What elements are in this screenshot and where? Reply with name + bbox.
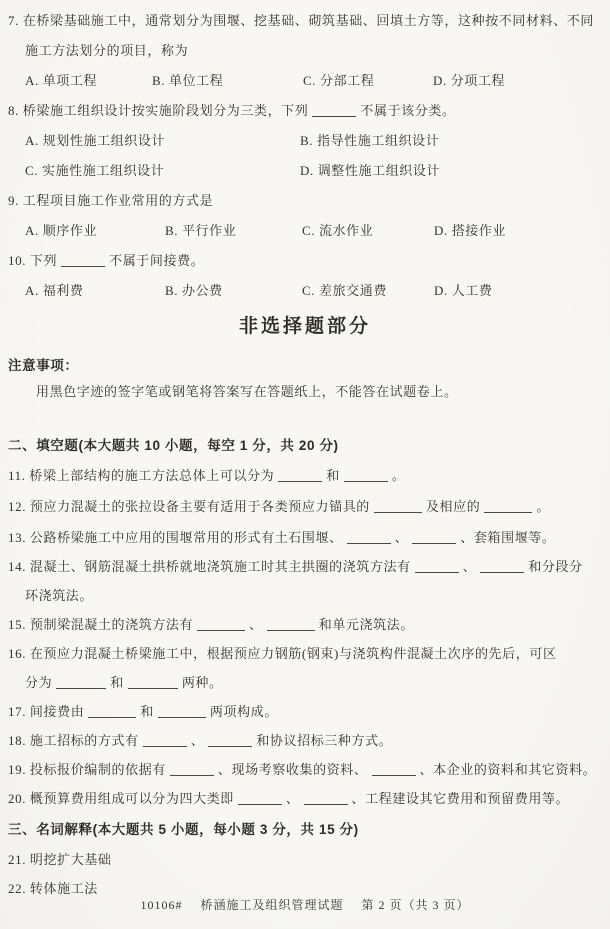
option-b: B. 单位工程 bbox=[152, 73, 224, 88]
question-14 bbox=[8, 552, 602, 610]
question-10-pre: 10. 下列 bbox=[8, 253, 58, 268]
notice-body: 用黑色字迹的签字笔或钢笔将答案写在答题纸上，不能答在试题卷上。 bbox=[36, 384, 458, 399]
question-22: 22. 转体施工法 bbox=[8, 881, 98, 896]
question-16-line2 bbox=[8, 668, 602, 697]
question-15-s2: 和单元浇筑法。 bbox=[318, 617, 414, 632]
question-15-s0: 15. 预制梁混凝土的浇筑方法有 bbox=[8, 617, 194, 632]
question-11-s1: 和 bbox=[326, 468, 340, 483]
answer-blank bbox=[412, 530, 456, 544]
question-18-s1: 、 bbox=[190, 733, 205, 748]
question-16-s1: 和 bbox=[110, 675, 124, 690]
answer-blank bbox=[372, 762, 416, 776]
answer-blank bbox=[197, 617, 245, 631]
question-12-s2: 。 bbox=[536, 499, 550, 514]
answer-blank bbox=[158, 704, 206, 718]
question-19-s1: 、现场考察收集的资料、 bbox=[217, 762, 368, 777]
option-d: D. 搭接作业 bbox=[434, 223, 507, 238]
answer-blank bbox=[304, 791, 348, 805]
question-8-options-row2 bbox=[8, 156, 602, 186]
question-7-options bbox=[8, 66, 602, 96]
option-b: B. 平行作业 bbox=[165, 223, 237, 238]
option-a: A. 单项工程 bbox=[25, 73, 98, 88]
answer-blank bbox=[56, 675, 106, 689]
answer-blank bbox=[238, 791, 282, 805]
question-13-s1: 、 bbox=[394, 530, 409, 545]
option-d: D. 人工费 bbox=[434, 283, 493, 298]
notice-title: 注意事项： bbox=[8, 358, 79, 373]
question-16-s2: 两种。 bbox=[181, 675, 223, 690]
question-20 bbox=[8, 784, 602, 813]
option-a: A. 福利费 bbox=[25, 283, 84, 298]
option-b: B. 办公费 bbox=[165, 283, 223, 298]
option-c: C. 流水作业 bbox=[302, 223, 374, 238]
question-20-s2: 、工程建设其它费用和预留费用等。 bbox=[351, 791, 570, 806]
answer-blank bbox=[208, 733, 252, 747]
question-14-s0: 14. 混凝土、钢筋混凝土拱桥就地浇筑施工时其主拱圈的浇筑方法有 bbox=[8, 559, 411, 574]
question-11-s2: 。 bbox=[391, 468, 406, 483]
question-14-line1 bbox=[8, 552, 602, 581]
question-20-s1: 、 bbox=[285, 791, 300, 806]
question-16-line1: 16. 在预应力混凝土桥梁施工中，根据预应力钢筋(钢束)与浇筑构件混凝土次序的先后，可区 bbox=[8, 646, 557, 661]
question-8-pre: 8. 桥梁施工组织设计按实施阶段划分为三类，下列 bbox=[8, 103, 309, 118]
option-d: D. 调整性施工组织设计 bbox=[300, 163, 441, 178]
answer-blank bbox=[143, 733, 187, 747]
section-heading-fill: 二、填空题(本大题共 10 小题，每空 1 分，共 20 分) bbox=[8, 438, 339, 453]
question-9-text: 9. 工程项目施工作业常用的方式是 bbox=[8, 193, 214, 208]
answer-blank bbox=[88, 704, 136, 718]
question-19 bbox=[8, 755, 602, 784]
question-15 bbox=[8, 610, 602, 639]
question-10-options bbox=[8, 276, 602, 306]
footer-page-number: 第 2 页（共 3 页） bbox=[361, 898, 470, 912]
question-8-post: 不属于该分类。 bbox=[360, 103, 456, 118]
question-8-options-row1 bbox=[8, 126, 602, 156]
option-b: B. 指导性施工组织设计 bbox=[300, 133, 440, 148]
footer-exam-code: 10106# bbox=[140, 898, 183, 912]
option-c: C. 实施性施工组织设计 bbox=[25, 163, 165, 178]
answer-blank bbox=[374, 499, 422, 513]
answer-blank bbox=[312, 103, 356, 117]
question-8 bbox=[8, 96, 602, 186]
question-11 bbox=[8, 461, 602, 490]
question-15-s1: 、 bbox=[249, 617, 263, 632]
answer-blank bbox=[480, 559, 524, 573]
answer-blank bbox=[267, 617, 315, 631]
answer-blank bbox=[415, 559, 459, 573]
question-12-s1: 及相应的 bbox=[425, 499, 481, 514]
question-18-s0: 18. 施工招标的方式有 bbox=[8, 733, 139, 748]
question-20-s0: 20. 概预算费用组成可以分为四大类即 bbox=[8, 791, 234, 806]
question-14-s1: 、 bbox=[462, 559, 477, 574]
question-10-post: 不属于间接费。 bbox=[109, 253, 205, 268]
answer-blank bbox=[347, 530, 391, 544]
question-9 bbox=[8, 186, 602, 246]
question-14-line2: 环浇筑法。 bbox=[25, 588, 94, 603]
question-12-s0: 12. 预应力混凝土的张拉设备主要有适用于各类预应力锚具的 bbox=[8, 499, 370, 514]
part-heading-nonselect: 非选择题部分 bbox=[238, 316, 371, 337]
question-7-line1: 7. 在桥梁基础施工中，通常划分为围堰、挖基础、砌筑基础、回填土方等，这种按不同材料、不同 bbox=[8, 13, 595, 28]
question-21: 21. 明挖扩大基础 bbox=[8, 852, 112, 867]
question-13 bbox=[8, 523, 602, 552]
answer-blank bbox=[278, 468, 322, 482]
option-a: A. 顺序作业 bbox=[25, 223, 98, 238]
question-7-line2: 施工方法划分的项目，称为 bbox=[25, 43, 189, 58]
section-heading-terms: 三、名词解释(本大题共 5 小题，每小题 3 分，共 15 分) bbox=[8, 822, 359, 837]
question-17-s1: 和 bbox=[140, 704, 154, 719]
option-c: C. 分部工程 bbox=[303, 73, 375, 88]
question-13-s0: 13. 公路桥梁施工中应用的围堰常用的形式有土石围堰、 bbox=[8, 530, 343, 545]
question-16-s0: 分为 bbox=[25, 675, 53, 690]
question-9-options bbox=[8, 216, 602, 246]
answer-blank bbox=[61, 253, 105, 267]
question-12 bbox=[8, 492, 602, 521]
question-16 bbox=[8, 639, 602, 697]
answer-blank bbox=[170, 762, 214, 776]
option-d: D. 分项工程 bbox=[433, 73, 506, 88]
answer-blank bbox=[128, 675, 178, 689]
page-footer bbox=[0, 896, 610, 913]
question-10 bbox=[8, 246, 602, 306]
question-17-s0: 17. 间接费由 bbox=[8, 704, 85, 719]
question-7 bbox=[8, 6, 602, 96]
question-19-s2: 、本企业的资料和其它资料。 bbox=[419, 762, 597, 777]
question-17-s2: 两项构成。 bbox=[209, 704, 278, 719]
question-17 bbox=[8, 697, 602, 726]
question-8-text bbox=[8, 96, 602, 126]
footer-exam-title: 桥涵施工及组织管理试题 bbox=[200, 898, 344, 912]
option-c: C. 差旅交通费 bbox=[302, 283, 387, 298]
answer-blank bbox=[344, 468, 388, 482]
question-11-s0: 11. 桥梁上部结构的施工方法总体上可以分为 bbox=[8, 468, 275, 483]
question-10-text bbox=[8, 246, 602, 276]
answer-blank bbox=[484, 499, 532, 513]
question-13-s2: 、套箱围堰等。 bbox=[460, 530, 556, 545]
question-19-s0: 19. 投标报价编制的依据有 bbox=[8, 762, 166, 777]
option-a: A. 规划性施工组织设计 bbox=[25, 133, 166, 148]
question-18-s2: 和协议招标三种方式。 bbox=[256, 733, 393, 748]
question-14-s2: 和分段分 bbox=[528, 559, 583, 574]
question-18 bbox=[8, 726, 602, 755]
